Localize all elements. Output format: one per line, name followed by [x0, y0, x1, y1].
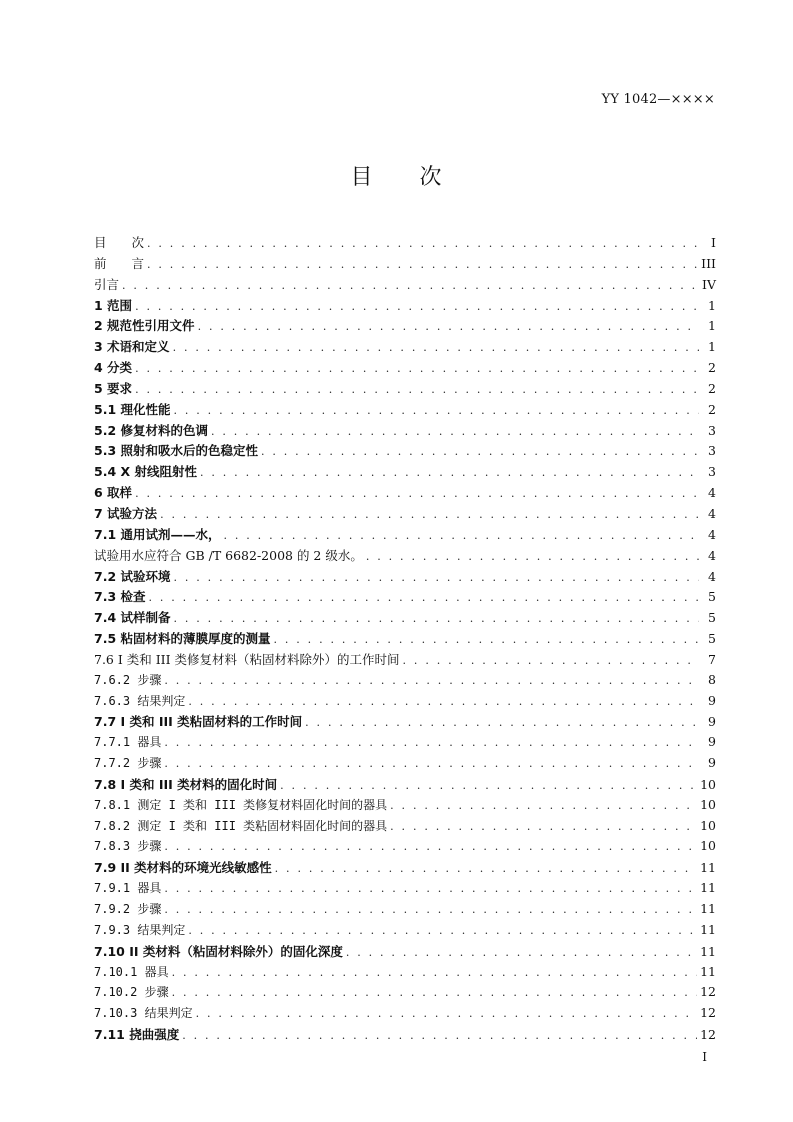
toc-leader-dots: [174, 404, 700, 417]
header-code: YY 1042—××××: [601, 92, 715, 107]
toc-entry-label: 3 术语和定义: [94, 339, 170, 355]
toc-entry[interactable]: [94, 858, 716, 879]
toc-entry[interactable]: [94, 462, 716, 483]
toc-leader-dots: [164, 674, 699, 687]
toc-entry-page: 11: [700, 963, 716, 979]
toc-entry[interactable]: [94, 963, 716, 984]
toc-leader-dots: [147, 237, 699, 250]
toc-entry-page: 4: [708, 485, 716, 501]
toc-entry[interactable]: [94, 900, 716, 921]
toc-entry-label: 7.9 II 类材料的环境光线敏感性: [94, 860, 272, 876]
toc-entry-label: 7.5 粘固材料的薄膜厚度的测量: [94, 631, 271, 647]
toc-entry[interactable]: [94, 587, 716, 608]
toc-entry-label: 7.9.2 步骤: [94, 902, 162, 916]
toc-entry-label: 7.9.1 器具: [94, 881, 162, 896]
toc-entry-page: IV: [702, 276, 716, 292]
toc-entry[interactable]: [94, 421, 716, 442]
toc-entry-label: 7.10.3 结果判定: [94, 1006, 193, 1021]
toc-entry[interactable]: [94, 275, 716, 296]
footer-page-number: I: [702, 1050, 707, 1064]
toc-entry[interactable]: [94, 754, 716, 775]
toc-entry-page: 12: [700, 1027, 716, 1043]
toc-leader-dots: [147, 258, 698, 271]
toc-entry-page: 5: [708, 631, 716, 647]
toc-leader-dots: [122, 279, 699, 292]
toc-entry-page: 1: [708, 318, 716, 334]
toc-entry[interactable]: [94, 358, 716, 379]
toc-entry-page: 10: [700, 796, 716, 812]
toc-entry-label: 7.10.1 器具: [94, 964, 169, 979]
toc-entry[interactable]: [94, 629, 716, 650]
toc-entry-label: 7.4 试样制备: [94, 610, 171, 626]
toc-entry-page: 12: [700, 1005, 716, 1021]
toc-leader-dots: [198, 320, 699, 333]
toc-entry-page: 7: [708, 651, 716, 667]
toc-entry[interactable]: [94, 921, 716, 942]
toc-leader-dots: [275, 862, 697, 875]
toc-entry-label: 4 分类: [94, 360, 133, 376]
toc-entry-label: 7.8.3 步骤: [94, 839, 162, 854]
toc-list: [94, 233, 716, 1046]
toc-leader-dots: [390, 820, 697, 833]
toc-entry[interactable]: [94, 983, 716, 1004]
page-title: 目 次: [350, 165, 443, 190]
toc-entry[interactable]: [94, 233, 716, 254]
toc-entry-label: 7.2 试验环境: [94, 568, 171, 584]
toc-leader-dots: [172, 966, 698, 979]
toc-entry[interactable]: [94, 441, 716, 462]
toc-entry[interactable]: [94, 525, 716, 546]
toc-entry-label: 7.10.2 步骤: [94, 985, 169, 1000]
toc-entry-page: 12: [700, 984, 716, 1000]
toc-entry-label: 7.3 检查: [94, 589, 146, 605]
toc-entry[interactable]: [94, 546, 716, 567]
toc-leader-dots: [164, 882, 697, 895]
toc-entry-page: 10: [700, 817, 716, 833]
toc-entry-page: 3: [708, 464, 716, 480]
toc-entry-page: 4: [708, 526, 716, 542]
toc-entry-label: 7 试验方法: [94, 505, 158, 521]
toc-entry-label: 7.1 通用试剂——水，: [94, 526, 221, 542]
toc-leader-dots: [135, 487, 699, 500]
toc-entry[interactable]: [94, 1004, 716, 1025]
toc-entry[interactable]: [94, 942, 716, 963]
toc-leader-dots: [173, 341, 699, 354]
toc-entry-page: 4: [708, 568, 716, 584]
toc-entry-page: 4: [708, 505, 716, 521]
toc-entry-label: 5.3 照射和吸水后的色稳定性: [94, 443, 258, 459]
toc-leader-dots: [172, 986, 698, 999]
toc-entry-label: 2 规范性引用文件: [94, 318, 195, 334]
toc-leader-dots: [164, 757, 699, 770]
toc-leader-dots: [196, 1007, 698, 1020]
toc-leader-dots: [164, 736, 699, 749]
toc-entry-label: 7.7 I 类和 III 类粘固材料的工作时间: [94, 714, 303, 730]
toc-entry-page: 5: [708, 589, 716, 605]
toc-entry[interactable]: [94, 775, 716, 796]
toc-entry[interactable]: [94, 671, 716, 692]
toc-leader-dots: [366, 550, 699, 563]
toc-entry[interactable]: [94, 733, 716, 754]
toc-entry-page: 8: [708, 671, 716, 687]
toc-entry-label: 试验用水应符合 GB /T 6682-2008 的 2 级水。: [94, 547, 363, 563]
toc-entry-page: 11: [700, 880, 716, 896]
toc-entry[interactable]: [94, 650, 716, 671]
toc-leader-dots: [188, 695, 699, 708]
toc-entry-label: 7.8.2 测定 I 类和 III 类粘固材料固化时间的器具: [94, 818, 388, 833]
toc-entry-label: 1 范围: [94, 297, 133, 313]
toc-entry-page: 11: [700, 901, 716, 916]
toc-leader-dots: [135, 383, 699, 396]
toc-entry-page: 9: [708, 714, 716, 730]
toc-leader-dots: [200, 466, 699, 479]
toc-entry-page: III: [701, 255, 716, 271]
toc-entry[interactable]: [94, 692, 716, 713]
toc-entry-page: 3: [708, 443, 716, 459]
toc-entry[interactable]: [94, 337, 716, 358]
toc-entry-page: 11: [700, 943, 716, 959]
toc-entry[interactable]: [94, 504, 716, 525]
toc-entry-page: 1: [708, 297, 716, 313]
toc-leader-dots: [135, 362, 699, 375]
toc-leader-dots: [390, 799, 697, 812]
toc-entry-page: 2: [708, 360, 716, 376]
toc-entry-label: 7.6 I 类和 III 类修复材料（粘固材料除外）的工作时间: [94, 651, 400, 667]
toc-entry[interactable]: [94, 1025, 716, 1046]
toc-leader-dots: [403, 654, 699, 667]
toc-leader-dots: [261, 445, 699, 458]
toc-entry[interactable]: [94, 296, 716, 317]
toc-leader-dots: [346, 946, 697, 959]
toc-entry[interactable]: [94, 837, 716, 858]
toc-entry-page: 2: [708, 380, 716, 396]
toc-leader-dots: [182, 1029, 697, 1042]
toc-leader-dots: [160, 508, 699, 521]
toc-entry[interactable]: [94, 608, 716, 629]
toc-entry-label: 前 言: [94, 255, 145, 271]
toc-entry[interactable]: [94, 254, 716, 275]
toc-entry-page: 3: [708, 422, 716, 438]
toc-entry[interactable]: [94, 379, 716, 400]
toc-entry-page: 5: [708, 610, 716, 626]
toc-leader-dots: [211, 425, 699, 438]
toc-leader-dots: [280, 779, 697, 792]
toc-leader-dots: [274, 633, 700, 646]
toc-leader-dots: [174, 571, 700, 584]
toc-leader-dots: [174, 612, 700, 625]
toc-entry-label: 引言: [94, 276, 120, 292]
toc-entry-label: 7.6.2 步骤: [94, 672, 162, 687]
toc-entry-page: 1: [708, 339, 716, 355]
toc-entry-page: 10: [700, 776, 716, 792]
toc-entry[interactable]: [94, 567, 716, 588]
toc-leader-dots: [188, 924, 697, 937]
toc-entry-label: 5.4 X 射线阻射性: [94, 464, 197, 480]
toc-leader-dots: [135, 300, 699, 313]
toc-entry[interactable]: [94, 483, 716, 504]
toc-entry-label: 7.7.2 步骤: [94, 756, 162, 771]
toc-entry-page: 11: [700, 860, 716, 876]
toc-entry-label: 5.2 修复材料的色调: [94, 422, 208, 438]
toc-entry-label: 7.9.3 结果判定: [94, 922, 186, 937]
toc-entry-page: 11: [700, 921, 716, 937]
toc-entry[interactable]: [94, 712, 716, 733]
toc-leader-dots: [305, 716, 699, 729]
toc-entry-page: 9: [708, 755, 716, 771]
toc-leader-dots: [164, 903, 697, 916]
toc-entry[interactable]: [94, 817, 716, 838]
toc-leader-dots: [164, 840, 697, 853]
toc-entry-page: I: [711, 235, 716, 250]
toc-entry-label: 5.1 理化性能: [94, 401, 171, 417]
toc-leader-dots: [149, 591, 700, 604]
toc-entry-label: 5 要求: [94, 380, 133, 396]
toc-entry-label: 7.7.1 器具: [94, 735, 162, 750]
toc-entry[interactable]: [94, 400, 716, 421]
toc-entry-label: 7.10 II 类材料（粘固材料除外）的固化深度: [94, 943, 343, 959]
toc-entry-page: 9: [708, 692, 716, 708]
toc-entry-label: 7.6.3 结果判定: [94, 693, 186, 708]
toc-entry-label: 7.8.1 测定 I 类和 III 类修复材料固化时间的器具: [94, 797, 388, 812]
toc-entry-label: 目 次: [94, 235, 145, 250]
toc-entry-label: 6 取样: [94, 485, 133, 501]
toc-entry[interactable]: [94, 879, 716, 900]
toc-entry[interactable]: [94, 796, 716, 817]
toc-entry-page: 2: [708, 401, 716, 417]
toc-entry-label: 7.8 I 类和 III 类材料的固化时间: [94, 776, 278, 792]
toc-leader-dots: [224, 529, 700, 542]
toc-entry-label: 7.11 挠曲强度: [94, 1027, 180, 1043]
toc-entry[interactable]: [94, 316, 716, 337]
toc-entry-page: 9: [708, 734, 716, 750]
toc-entry-page: 10: [700, 838, 716, 854]
toc-entry-page: 4: [708, 547, 716, 563]
